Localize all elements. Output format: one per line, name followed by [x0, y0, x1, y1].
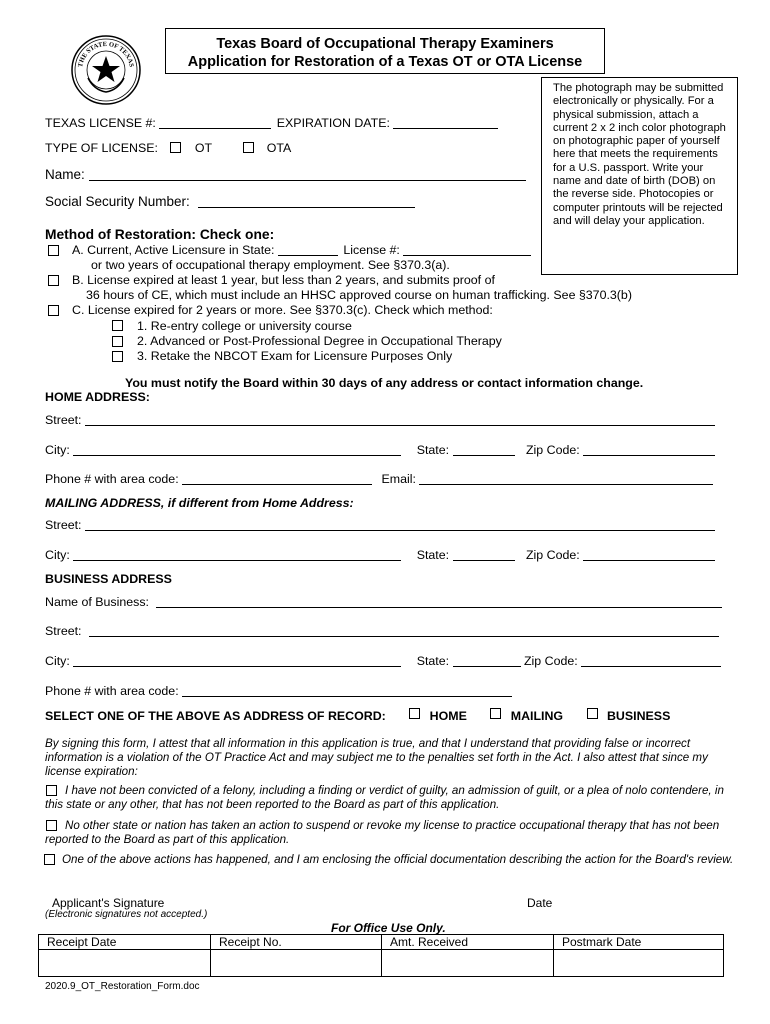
texas-license-label: TEXAS LICENSE #:	[45, 116, 156, 130]
office-use-heading: For Office Use Only.	[331, 921, 446, 935]
license-type-row	[45, 141, 291, 155]
business-state-field[interactable]	[453, 654, 521, 667]
ssn-field[interactable]	[198, 195, 415, 208]
name-row	[45, 167, 526, 182]
home-email-field[interactable]	[419, 472, 713, 485]
business-phone-row	[45, 684, 512, 698]
address-of-record-label: SELECT ONE OF THE ABOVE AS ADDRESS OF RECORD:	[45, 709, 386, 723]
business-street-row	[45, 624, 719, 638]
method-a-text: A. Current, Active Licensure in State:	[72, 243, 275, 257]
business-street-field[interactable]	[89, 624, 719, 637]
ot-checkbox[interactable]	[170, 142, 181, 153]
record-business-label: BUSINESS	[606, 709, 671, 723]
method-c2-label: 2. Advanced or Post-Professional Degree in Occupational Therapy	[137, 334, 502, 348]
license-row	[45, 116, 498, 130]
method-c3-label: 3. Retake the NBCOT Exam for Licensure Purposes Only	[137, 349, 453, 363]
business-name-row	[45, 595, 722, 609]
home-street-label: Street:	[45, 413, 82, 427]
home-city-label: City:	[45, 443, 70, 457]
record-mailing-checkbox[interactable]	[490, 708, 501, 719]
title-line-2: Application for Restoration of a Texas OT or OTA License	[187, 54, 583, 70]
mailing-city-field[interactable]	[73, 548, 401, 561]
expiration-date-label: EXPIRATION DATE:	[276, 116, 390, 130]
business-name-label: Name of Business:	[45, 595, 149, 609]
method-a-license-label: License #:	[343, 243, 400, 257]
mailing-state-label: State:	[416, 548, 450, 562]
business-state-label: State:	[416, 654, 450, 668]
business-city-row	[45, 654, 721, 668]
home-phone-label: Phone # with area code:	[45, 472, 179, 486]
attest-no-action-text: No other state or nation has taken an action to suspend or revoke my license to practice occupational therapy that has not been reported to the Board as part of this application.	[45, 819, 720, 846]
license-type-label: TYPE OF LICENSE:	[45, 141, 158, 155]
office-cell-receipt-no[interactable]	[211, 950, 382, 977]
form-title	[165, 28, 605, 74]
expiration-date-field[interactable]	[393, 116, 498, 129]
method-b-checkbox[interactable]	[48, 275, 59, 286]
record-home-label: HOME	[429, 709, 467, 723]
record-home-checkbox[interactable]	[409, 708, 420, 719]
office-cell-receipt-date[interactable]	[39, 950, 211, 977]
method-a-license-field[interactable]	[403, 243, 531, 256]
home-city-field[interactable]	[73, 443, 401, 456]
business-zip-label: Zip Code:	[523, 654, 578, 668]
business-name-field[interactable]	[156, 595, 722, 608]
home-street-row	[45, 413, 715, 427]
method-c2-checkbox[interactable]	[112, 336, 123, 347]
ota-label: OTA	[266, 141, 292, 155]
ot-label: OT	[194, 141, 212, 155]
address-of-record-row	[45, 708, 670, 723]
home-state-field[interactable]	[453, 443, 515, 456]
title-line-1: Texas Board of Occupational Therapy Examiners	[216, 36, 554, 52]
record-mailing-label: MAILING	[510, 709, 564, 723]
ssn-label: Social Security Number:	[45, 194, 190, 209]
home-phone-field[interactable]	[182, 472, 372, 485]
attest-felony-text: I have not been convicted of a felony, including a finding or verdict of guilty, an admission of guilt, or a plea of nolo contendere, in this state or any other, that has not been reported to the Board as part of this application.	[45, 784, 724, 811]
address-change-notice: You must notify the Board within 30 days of any address or contact information change.	[125, 376, 644, 390]
mailing-city-row	[45, 548, 715, 562]
business-address-heading: BUSINESS ADDRESS	[45, 572, 172, 586]
office-col-amt-received: Amt. Received	[382, 935, 554, 950]
office-col-postmark-date: Postmark Date	[554, 935, 724, 950]
business-street-label: Street:	[45, 624, 82, 638]
mailing-street-field[interactable]	[85, 518, 715, 531]
method-a-state-field[interactable]	[278, 243, 338, 256]
name-field[interactable]	[89, 168, 526, 181]
business-zip-field[interactable]	[581, 654, 721, 667]
office-use-table	[38, 934, 724, 977]
ssn-row	[45, 194, 415, 209]
office-cell-amt-received[interactable]	[382, 950, 554, 977]
mailing-state-field[interactable]	[453, 548, 515, 561]
mailing-zip-label: Zip Code:	[525, 548, 580, 562]
mailing-street-row	[45, 518, 715, 532]
mailing-zip-field[interactable]	[583, 548, 715, 561]
method-b-line2: 36 hours of CE, which must include an HHSC approved course on human trafficking. See §370.3(b)	[86, 288, 632, 302]
method-c-checkbox[interactable]	[48, 305, 59, 316]
date-label: Date	[527, 896, 553, 910]
attest-action-occurred-text: One of the above actions has happened, and I am enclosing the official documentation describing the action for the Board's review.	[62, 853, 734, 866]
attest-action-occurred-checkbox[interactable]	[44, 854, 55, 865]
method-c-line1: C. License expired for 2 years or more. See §370.3(c). Check which method:	[72, 303, 493, 317]
method-c1-label: 1. Re-entry college or university course	[137, 319, 352, 333]
method-a-line2: or two years of occupational therapy employment. See §370.3(a).	[91, 258, 450, 272]
home-state-label: State:	[416, 443, 450, 457]
home-address-heading: HOME ADDRESS:	[45, 390, 150, 404]
attestation-intro: By signing this form, I attest that all information in this application is true, and that I understand that providing false or incorrect information is a violation of the OT Practice Act and may subject me to the penalties set forth in the Act. I also attest that since my license expiration:	[45, 737, 708, 778]
office-col-receipt-no: Receipt No.	[211, 935, 382, 950]
home-phone-row	[45, 472, 713, 486]
photo-box[interactable]	[541, 77, 738, 275]
ota-checkbox[interactable]	[243, 142, 254, 153]
office-col-receipt-date: Receipt Date	[39, 935, 211, 950]
texas-seal-logo	[70, 34, 142, 106]
photo-instructions: The photograph may be submitted electronically or physically. For a physical submission, attach a current 2 x 2 inch color photograph on photographic paper of yourself here that meets the requirements for a U.S. passport. Write your name and date of birth (DOB) on the reverse side. Photocopies or computer printouts will be rejected and will delay your application.	[553, 82, 726, 227]
method-a-checkbox[interactable]	[48, 245, 59, 256]
method-b-line1: B. License expired at least 1 year, but less than 2 years, and submits proof of	[72, 273, 495, 287]
mailing-city-label: City:	[45, 548, 70, 562]
footer-filename: 2020.9_OT_Restoration_Form.doc	[45, 981, 200, 992]
home-email-label: Email:	[381, 472, 416, 486]
signature-note: (Electronic signatures not accepted.)	[45, 909, 208, 920]
method-heading: Method of Restoration: Check one:	[45, 227, 275, 242]
method-c3-checkbox[interactable]	[112, 351, 123, 362]
texas-license-field[interactable]	[159, 116, 271, 129]
mailing-address-heading: MAILING ADDRESS, if different from Home Address:	[45, 496, 354, 510]
home-zip-field[interactable]	[583, 443, 715, 456]
method-a-line1	[72, 243, 531, 257]
home-city-row	[45, 443, 715, 457]
home-zip-label: Zip Code:	[525, 443, 580, 457]
home-street-field[interactable]	[85, 413, 715, 426]
business-city-label: City:	[45, 654, 70, 668]
business-phone-label: Phone # with area code:	[45, 684, 179, 698]
method-c1-checkbox[interactable]	[112, 320, 123, 331]
office-cell-postmark-date[interactable]	[554, 950, 724, 977]
mailing-street-label: Street:	[45, 518, 82, 532]
name-label: Name:	[45, 167, 85, 182]
signature-label: Applicant's Signature	[52, 896, 165, 910]
business-phone-field[interactable]	[182, 684, 512, 697]
business-city-field[interactable]	[73, 654, 401, 667]
record-business-checkbox[interactable]	[587, 708, 598, 719]
seal-text: THE STATE OF TEXAS	[77, 40, 135, 68]
